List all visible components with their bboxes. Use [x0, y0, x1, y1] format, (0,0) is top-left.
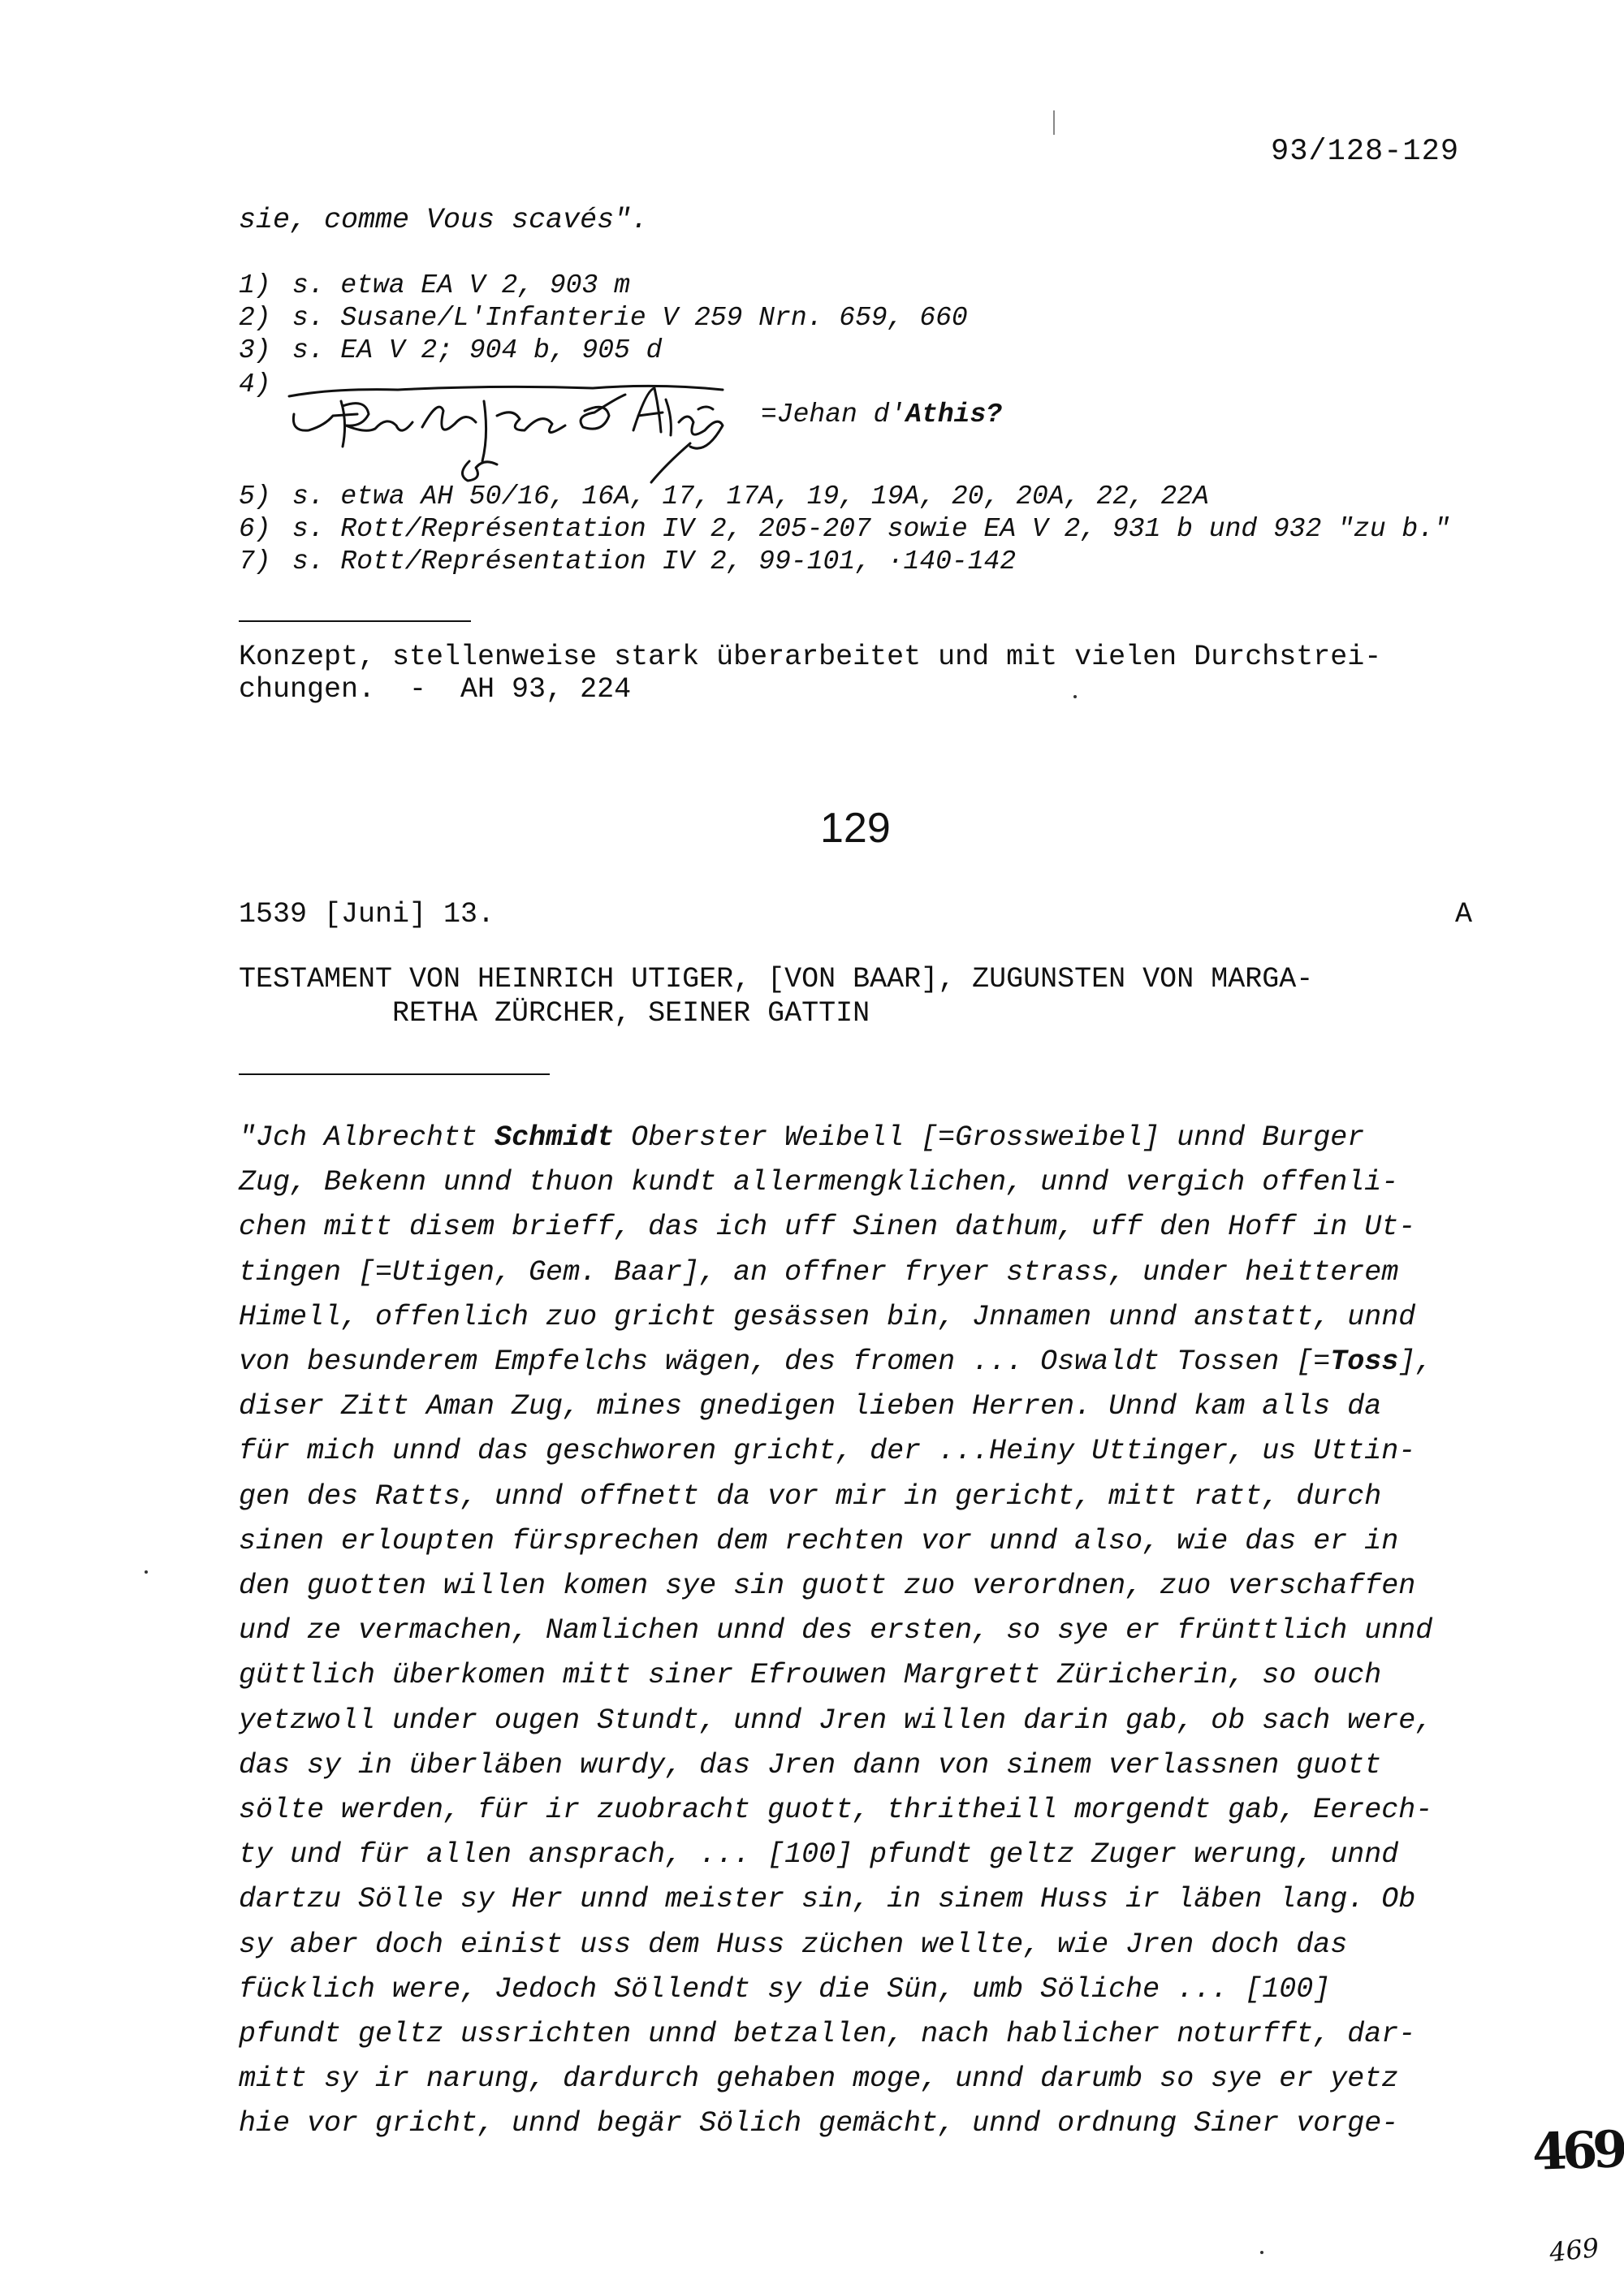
footnote-7: 7) s. Rott/Représentation IV 2, 99-101, ·140-142	[239, 546, 1017, 577]
footnote-4: 4)	[239, 369, 271, 399]
body-line: Zug, Bekenn unnd thuon kundt allermengklichen, unnd vergich offenli-	[239, 1166, 1399, 1199]
section-divider	[239, 620, 471, 622]
handwritten-page-number-small: 469	[1548, 2231, 1600, 2269]
body-line: yetzwoll under ougen Stundt, unnd Jren willen darin gab, ob sach were,	[239, 1704, 1433, 1737]
body-line: für mich unnd das geschworen gricht, der ...Heiny Uttinger, us Uttin-	[239, 1435, 1416, 1468]
footnote-5: 5) s. etwa AH 50/16, 16A, 17, 17A, 19, 19A, 20, 20A, 22, 22A	[239, 482, 1209, 512]
body-line: Himell, offenlich zuo gricht gesässen bin, Jnnamen unnd anstatt, unnd	[239, 1300, 1416, 1333]
body-line: das sy in überläben wurdy, das Jren dann von sinem verlassnen guott	[239, 1748, 1382, 1782]
body-line: mitt sy ir narung, dardurch gehaben moge, unnd darumb so sye er yetz	[239, 2062, 1399, 2096]
handwritten-page-number: 469	[1531, 2119, 1624, 2182]
document-body-text	[239, 1116, 1432, 2147]
scan-speck	[145, 1570, 148, 1574]
body-line: sinen erloupten fürsprechen dem rechten vor unnd also, wie das er in	[239, 1524, 1399, 1557]
body-line: diser Zitt Aman Zug, mines gnedigen lieben Herren. Unnd kam alls da	[239, 1390, 1382, 1423]
title-divider	[239, 1073, 550, 1075]
footnote-2: 2) s. Susane/L'Infanterie V 259 Nrn. 659, 660	[239, 303, 968, 333]
margin-tick-mark	[1053, 110, 1055, 135]
body-line: pfundt geltz ussrichten unnd betzallen, nach hablicher noturfft, dar-	[239, 2018, 1416, 2051]
footnote-3: 3) s. EA V 2; 904 b, 905 d	[239, 335, 663, 365]
body-line: sy aber doch einist uss dem Huss züchen wellte, wie Jren doch das	[239, 1928, 1348, 1961]
carryover-quote-line: sie, comme Vous scavés".	[239, 204, 649, 236]
page-reference: 93/128-129	[1271, 135, 1460, 169]
footnote-6: 6) s. Rott/Représentation IV 2, 205-207 sowie EA V 2, 931 b und 932 "zu b."	[239, 514, 1450, 544]
body-line: "Jch Albrechtt Schmidt Oberster Weibell [=Grossweibel] unnd Burger	[239, 1121, 1365, 1154]
scan-speck	[1073, 695, 1077, 698]
body-line: dartzu Sölle sy Her unnd meister sin, in sinem Huss ir läben lang. Ob	[239, 1883, 1416, 1916]
body-line: hie vor gricht, unnd begär Sölich gemächt, unnd ordnung Siner vorge-	[239, 2107, 1399, 2140]
handwritten-signature-image	[284, 365, 739, 487]
source-remark: Konzept, stellenweise stark überarbeitet und mit vielen Durchstrei- chungen. - AH 93, 224	[239, 641, 1382, 706]
document-date: 1539 [Juni] 13.	[239, 898, 495, 931]
body-line: sölte werden, für ir zuobracht guott, thritheill morgendt gab, Eerech-	[239, 1794, 1433, 1827]
body-line: tingen [=Utigen, Gem. Baar], an offner fryer strass, under heitterem	[239, 1255, 1399, 1289]
body-line: von besunderem Empfelchs wägen, des fromen ... Oswaldt Tossen [=Toss],	[239, 1345, 1433, 1379]
scan-speck	[1260, 2251, 1263, 2254]
body-line: und ze vermachen, Namlichen unnd des ersten, so sye er frünttlich unnd	[239, 1614, 1433, 1648]
body-line: chen mitt disem brieff, das ich uff Sinen dathum, uff den Hoff in Ut-	[239, 1211, 1416, 1244]
signature-transcription: =Jehan d'Athis?	[761, 399, 1003, 430]
document-classification: A	[1455, 898, 1473, 931]
document-number: 129	[820, 805, 891, 852]
document-title: TESTAMENT VON HEINRICH UTIGER, [VON BAAR], ZUGUNSTEN VON MARGA- RETHA ZÜRCHER, SEINER GATTIN	[239, 963, 1314, 1030]
body-line: gen des Ratts, unnd offnett da vor mir in gericht, mitt ratt, durch	[239, 1479, 1382, 1513]
body-line: den guotten willen komen sye sin guott zuo verordnen, zuo verschaffen	[239, 1570, 1416, 1603]
footnote-1: 1) s. etwa EA V 2, 903 m	[239, 270, 630, 300]
body-line: güttlich überkomen mitt siner Efrouwen Margrett Züricherin, so ouch	[239, 1659, 1382, 1692]
body-line: fücklich were, Jedoch Söllendt sy die Sün, umb Söliche ... [100]	[239, 1972, 1331, 2006]
body-line: ty und für allen ansprach, ... [100] pfundt geltz Zuger werung, unnd	[239, 1838, 1399, 1872]
